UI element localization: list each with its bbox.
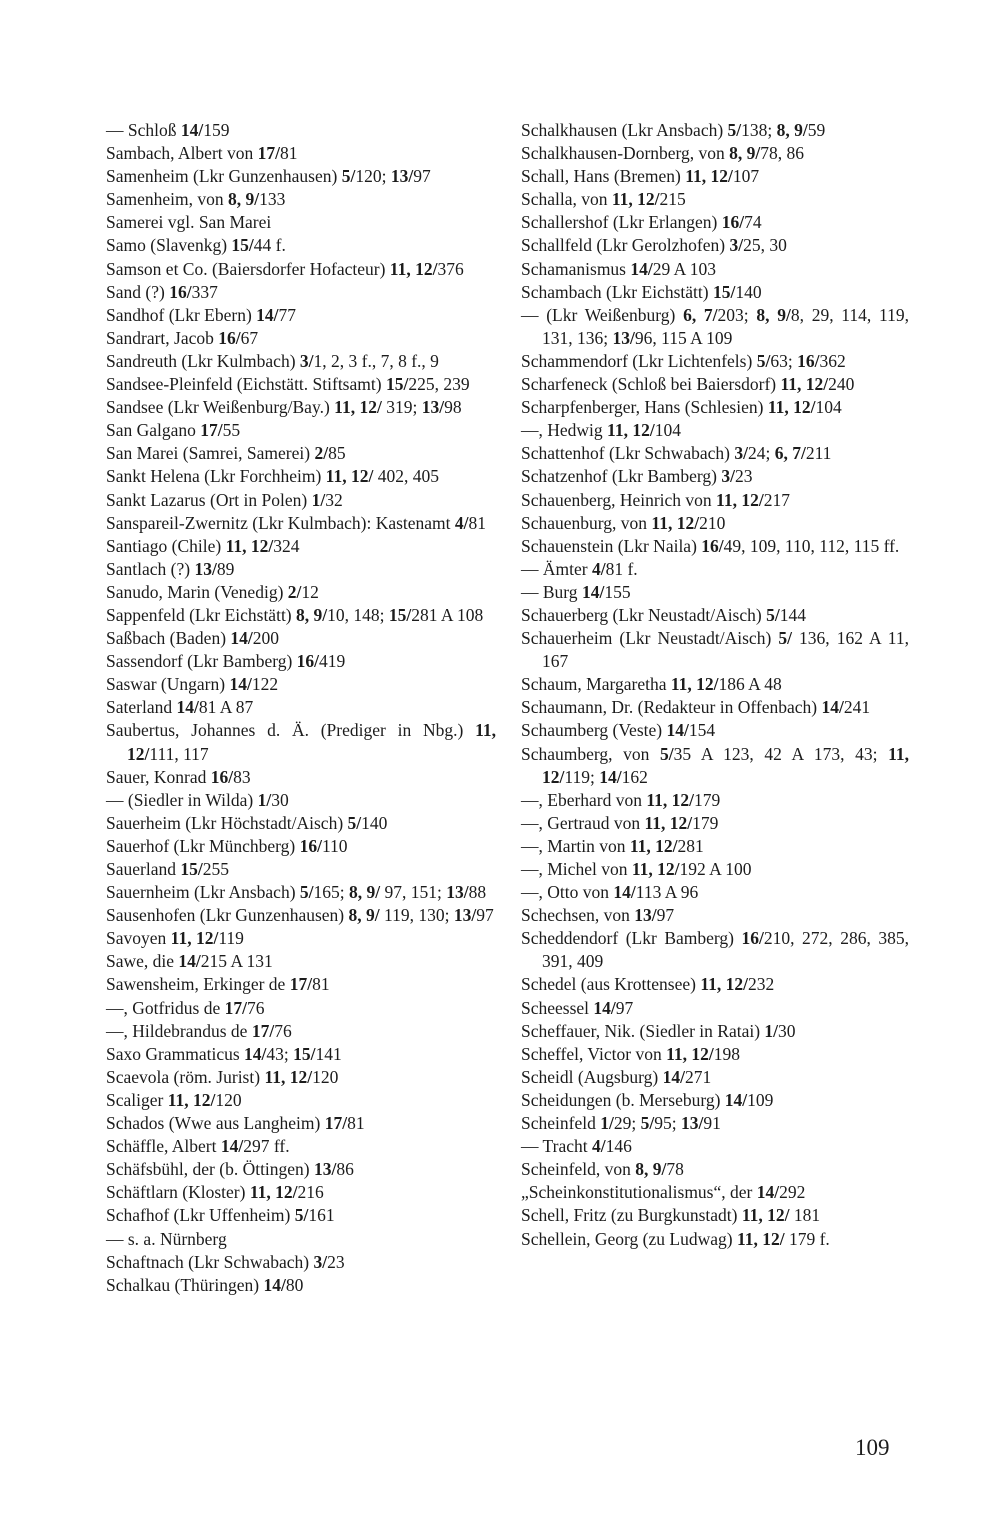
index-entry: —, Gotfridus de 17/76 [106, 997, 265, 1018]
index-entry: — Burg 14/155 [521, 581, 631, 602]
index-entry: Sawe, die 14/215 A 131 [106, 951, 273, 972]
index-entry: Sandsee-Pleinfeld (Eichstätt. Stiftsamt) 15/225, 239 [106, 374, 470, 395]
index-entry: — Schloß 14/159 [106, 120, 230, 140]
index-entry: Scaevola (röm. Jurist) 11, 12/120 [106, 1066, 339, 1087]
index-entry: Sauerhof (Lkr Münchberg) 16/110 [106, 835, 348, 856]
index-entry: Schaftnach (Lkr Schwabach) 3/23 [106, 1251, 345, 1272]
index-entry: Samson et Co. (Baiersdorfer Hofacteur) 11, 12/376 [106, 258, 464, 279]
index-entry: Scheffel, Victor von 11, 12/198 [521, 1043, 740, 1064]
index-entry: Sankt Helena (Lkr Forchheim) 11, 12/ 402, 405 [106, 466, 439, 487]
index-entry: Saswar (Ungarn) 14/122 [106, 674, 279, 695]
index-entry: — (Lkr Weißenburg) 6, 7/203; 8, 9/8, 29, 114, 119, 131, 136; 13/96, 115 A 109 [521, 304, 909, 348]
index-entry: Sand (?) 16/337 [106, 281, 218, 302]
index-entry: Saßbach (Baden) 14/200 [106, 628, 280, 649]
index-entry: Sanspareil-Zwernitz (Lkr Kulmbach): Kastenamt 4/81 [106, 512, 487, 533]
index-entry: —, Eberhard von 11, 12/179 [521, 789, 721, 810]
index-entry: Schauerheim (Lkr Neustadt/Aisch) 5/ 136, 162 A 11, 167 [521, 628, 909, 672]
index-entry: Schauenburg, von 11, 12/210 [521, 512, 726, 533]
index-entry: — s. a. Nürnberg [106, 1228, 227, 1249]
index-entry: —, Gertraud von 11, 12/179 [521, 812, 719, 833]
index-entry: — (Siedler in Wilda) 1/30 [106, 789, 289, 810]
index-entry: Santiago (Chile) 11, 12/324 [106, 535, 300, 556]
index-entry: —, Hildebrandus de 17/76 [106, 1020, 292, 1041]
index-entry: Schechsen, von 13/97 [521, 905, 675, 926]
index-entry: Sauernheim (Lkr Ansbach) 5/165; 8, 9/ 97, 151; 13/88 [106, 882, 487, 903]
index-entry: Samo (Slavenkg) 15/44 f. [106, 235, 286, 256]
index-entry: „Scheinkonstitutionalismus“, der 14/292 [521, 1182, 806, 1203]
index-entry: —, Otto von 14/113 A 96 [521, 882, 699, 903]
index-entry: Schammendorf (Lkr Lichtenfels) 5/63; 16/362 [521, 350, 846, 371]
index-entry: Sambach, Albert von 17/81 [106, 143, 298, 164]
index-entry: Schalkau (Thüringen) 14/80 [106, 1274, 304, 1295]
index-entry: Scheffauer, Nik. (Siedler in Ratai) 1/30 [521, 1020, 796, 1041]
index-entry: Schambach (Lkr Eichstätt) 15/140 [521, 281, 762, 302]
index-entry: Scheidl (Augsburg) 14/271 [521, 1066, 712, 1087]
index-entry: Schellein, Georg (zu Ludwag) 11, 12/ 179 f. [521, 1228, 830, 1249]
index-entry: Saxo Grammaticus 14/43; 15/141 [106, 1043, 342, 1064]
index-entry: Schauerberg (Lkr Neustadt/Aisch) 5/144 [521, 604, 806, 625]
index-entry: Scharfeneck (Schloß bei Baiersdorf) 11, 12/240 [521, 374, 855, 395]
index-entry: Schamanismus 14/29 A 103 [521, 258, 716, 279]
index-entry: Sandhof (Lkr Ebern) 14/77 [106, 304, 297, 325]
index-entry: Scheddendorf (Lkr Bamberg) 16/210, 272, 286, 385, 391, 409 [521, 928, 909, 972]
index-entry: Scheinfeld, von 8, 9/78 [521, 1159, 684, 1180]
index-entry: Schallershof (Lkr Erlangen) 16/74 [521, 212, 762, 233]
index-entry: Schatzenhof (Lkr Bamberg) 3/23 [521, 466, 753, 487]
index-entry: Samerei vgl. San Marei [106, 212, 272, 233]
index-entry: Sausenhofen (Lkr Gunzenhausen) 8, 9/ 119, 130; 13/97 [106, 905, 494, 926]
index-entry: Sappenfeld (Lkr Eichstätt) 8, 9/10, 148; 15/281 A 108 [106, 604, 484, 625]
index-entry: Schauenstein (Lkr Naila) 16/49, 109, 110, 112, 115 ff. [521, 535, 900, 556]
index-entry: Sanudo, Marin (Venedig) 2/12 [106, 581, 319, 602]
index-entry: Sankt Lazarus (Ort in Polen) 1/32 [106, 489, 343, 510]
index-entry: Schäffle, Albert 14/297 ff. [106, 1136, 290, 1157]
index-entry: Schaumann, Dr. (Redakteur in Offenbach) 14/241 [521, 697, 871, 718]
index-entry: Schäfsbühl, der (b. Öttingen) 13/86 [106, 1159, 354, 1180]
index-entry: —, Martin von 11, 12/281 [521, 835, 704, 856]
index-entry: Scheinfeld 1/29; 5/95; 13/91 [521, 1113, 721, 1134]
index-entry: Schados (Wwe aus Langheim) 17/81 [106, 1113, 365, 1134]
index-entry: Schalla, von 11, 12/215 [521, 189, 686, 210]
index-entry: Schaum, Margaretha 11, 12/186 A 48 [521, 674, 782, 695]
index-entry: Santlach (?) 13/89 [106, 558, 235, 579]
index-entry: San Galgano 17/55 [106, 420, 241, 441]
index-entry: Sauerheim (Lkr Höchstadt/Aisch) 5/140 [106, 812, 388, 833]
index-entry: —, Michel von 11, 12/192 A 100 [521, 859, 752, 879]
index-entry: Samenheim (Lkr Gunzenhausen) 5/120; 13/97 [106, 166, 431, 187]
index-entry: —, Hedwig 11, 12/104 [521, 420, 681, 441]
index-entry: Sandrart, Jacob 16/67 [106, 327, 259, 348]
index-entry: Schäftlarn (Kloster) 11, 12/216 [106, 1182, 324, 1203]
index-entry: Sauer, Konrad 16/83 [106, 766, 251, 787]
index-entry: Schell, Fritz (zu Burgkunstadt) 11, 12/ 181 [521, 1205, 821, 1226]
index-entry: Savoyen 11, 12/119 [106, 928, 244, 949]
index-entry: — Tracht 4/146 [521, 1136, 632, 1157]
index-entry: Samenheim, von 8, 9/133 [106, 189, 286, 210]
index-entry: Scheessel 14/97 [521, 997, 634, 1018]
index-entry: Schaumberg (Veste) 14/154 [521, 720, 716, 741]
index-entry: Scheidungen (b. Merseburg) 14/109 [521, 1089, 774, 1110]
index-entry: Schaumberg, von 5/35 A 123, 42 A 173, 43; 11, 12/119; 14/162 [521, 743, 909, 787]
index-entry: Schafhof (Lkr Uffenheim) 5/161 [106, 1205, 335, 1226]
index-entry: Sassendorf (Lkr Bamberg) 16/419 [106, 651, 346, 672]
index-entry: — Ämter 4/81 f. [521, 558, 638, 579]
index-entry: Schalkhausen-Dornberg, von 8, 9/78, 86 [521, 143, 805, 164]
index-entry: Schall, Hans (Bremen) 11, 12/107 [521, 166, 760, 187]
index-entry: San Marei (Samrei, Samerei) 2/85 [106, 443, 346, 464]
index-entry: Schedel (aus Krottensee) 11, 12/232 [521, 974, 775, 995]
index-entry: Scaliger 11, 12/120 [106, 1089, 242, 1110]
index-entry: Schauenberg, Heinrich von 11, 12/217 [521, 489, 790, 510]
right-column [521, 119, 909, 1251]
index-entry: Sandsee (Lkr Weißenburg/Bay.) 11, 12/ 319; 13/98 [106, 397, 462, 418]
index-entry: Schalkhausen (Lkr Ansbach) 5/138; 8, 9/59 [521, 120, 826, 140]
index-entry: Sandreuth (Lkr Kulmbach) 3/1, 2, 3 f., 7, 8 f., 9 [106, 350, 439, 371]
page-number: 109 [855, 1435, 890, 1460]
index-entry: Schallfeld (Lkr Gerolzhofen) 3/25, 30 [521, 235, 787, 256]
index-entry: Schattenhof (Lkr Schwabach) 3/24; 6, 7/211 [521, 443, 832, 464]
index-entry: Saubertus, Johannes d. Ä. (Prediger in Nbg.) 11, 12/111, 117 [106, 720, 496, 764]
index-entry: Saterland 14/81 A 87 [106, 697, 254, 718]
left-column [106, 119, 496, 1297]
index-entry: Sauerland 15/255 [106, 859, 229, 879]
index-entry: Scharpfenberger, Hans (Schlesien) 11, 12/104 [521, 397, 842, 418]
index-entry: Sawensheim, Erkinger de 17/81 [106, 974, 330, 995]
